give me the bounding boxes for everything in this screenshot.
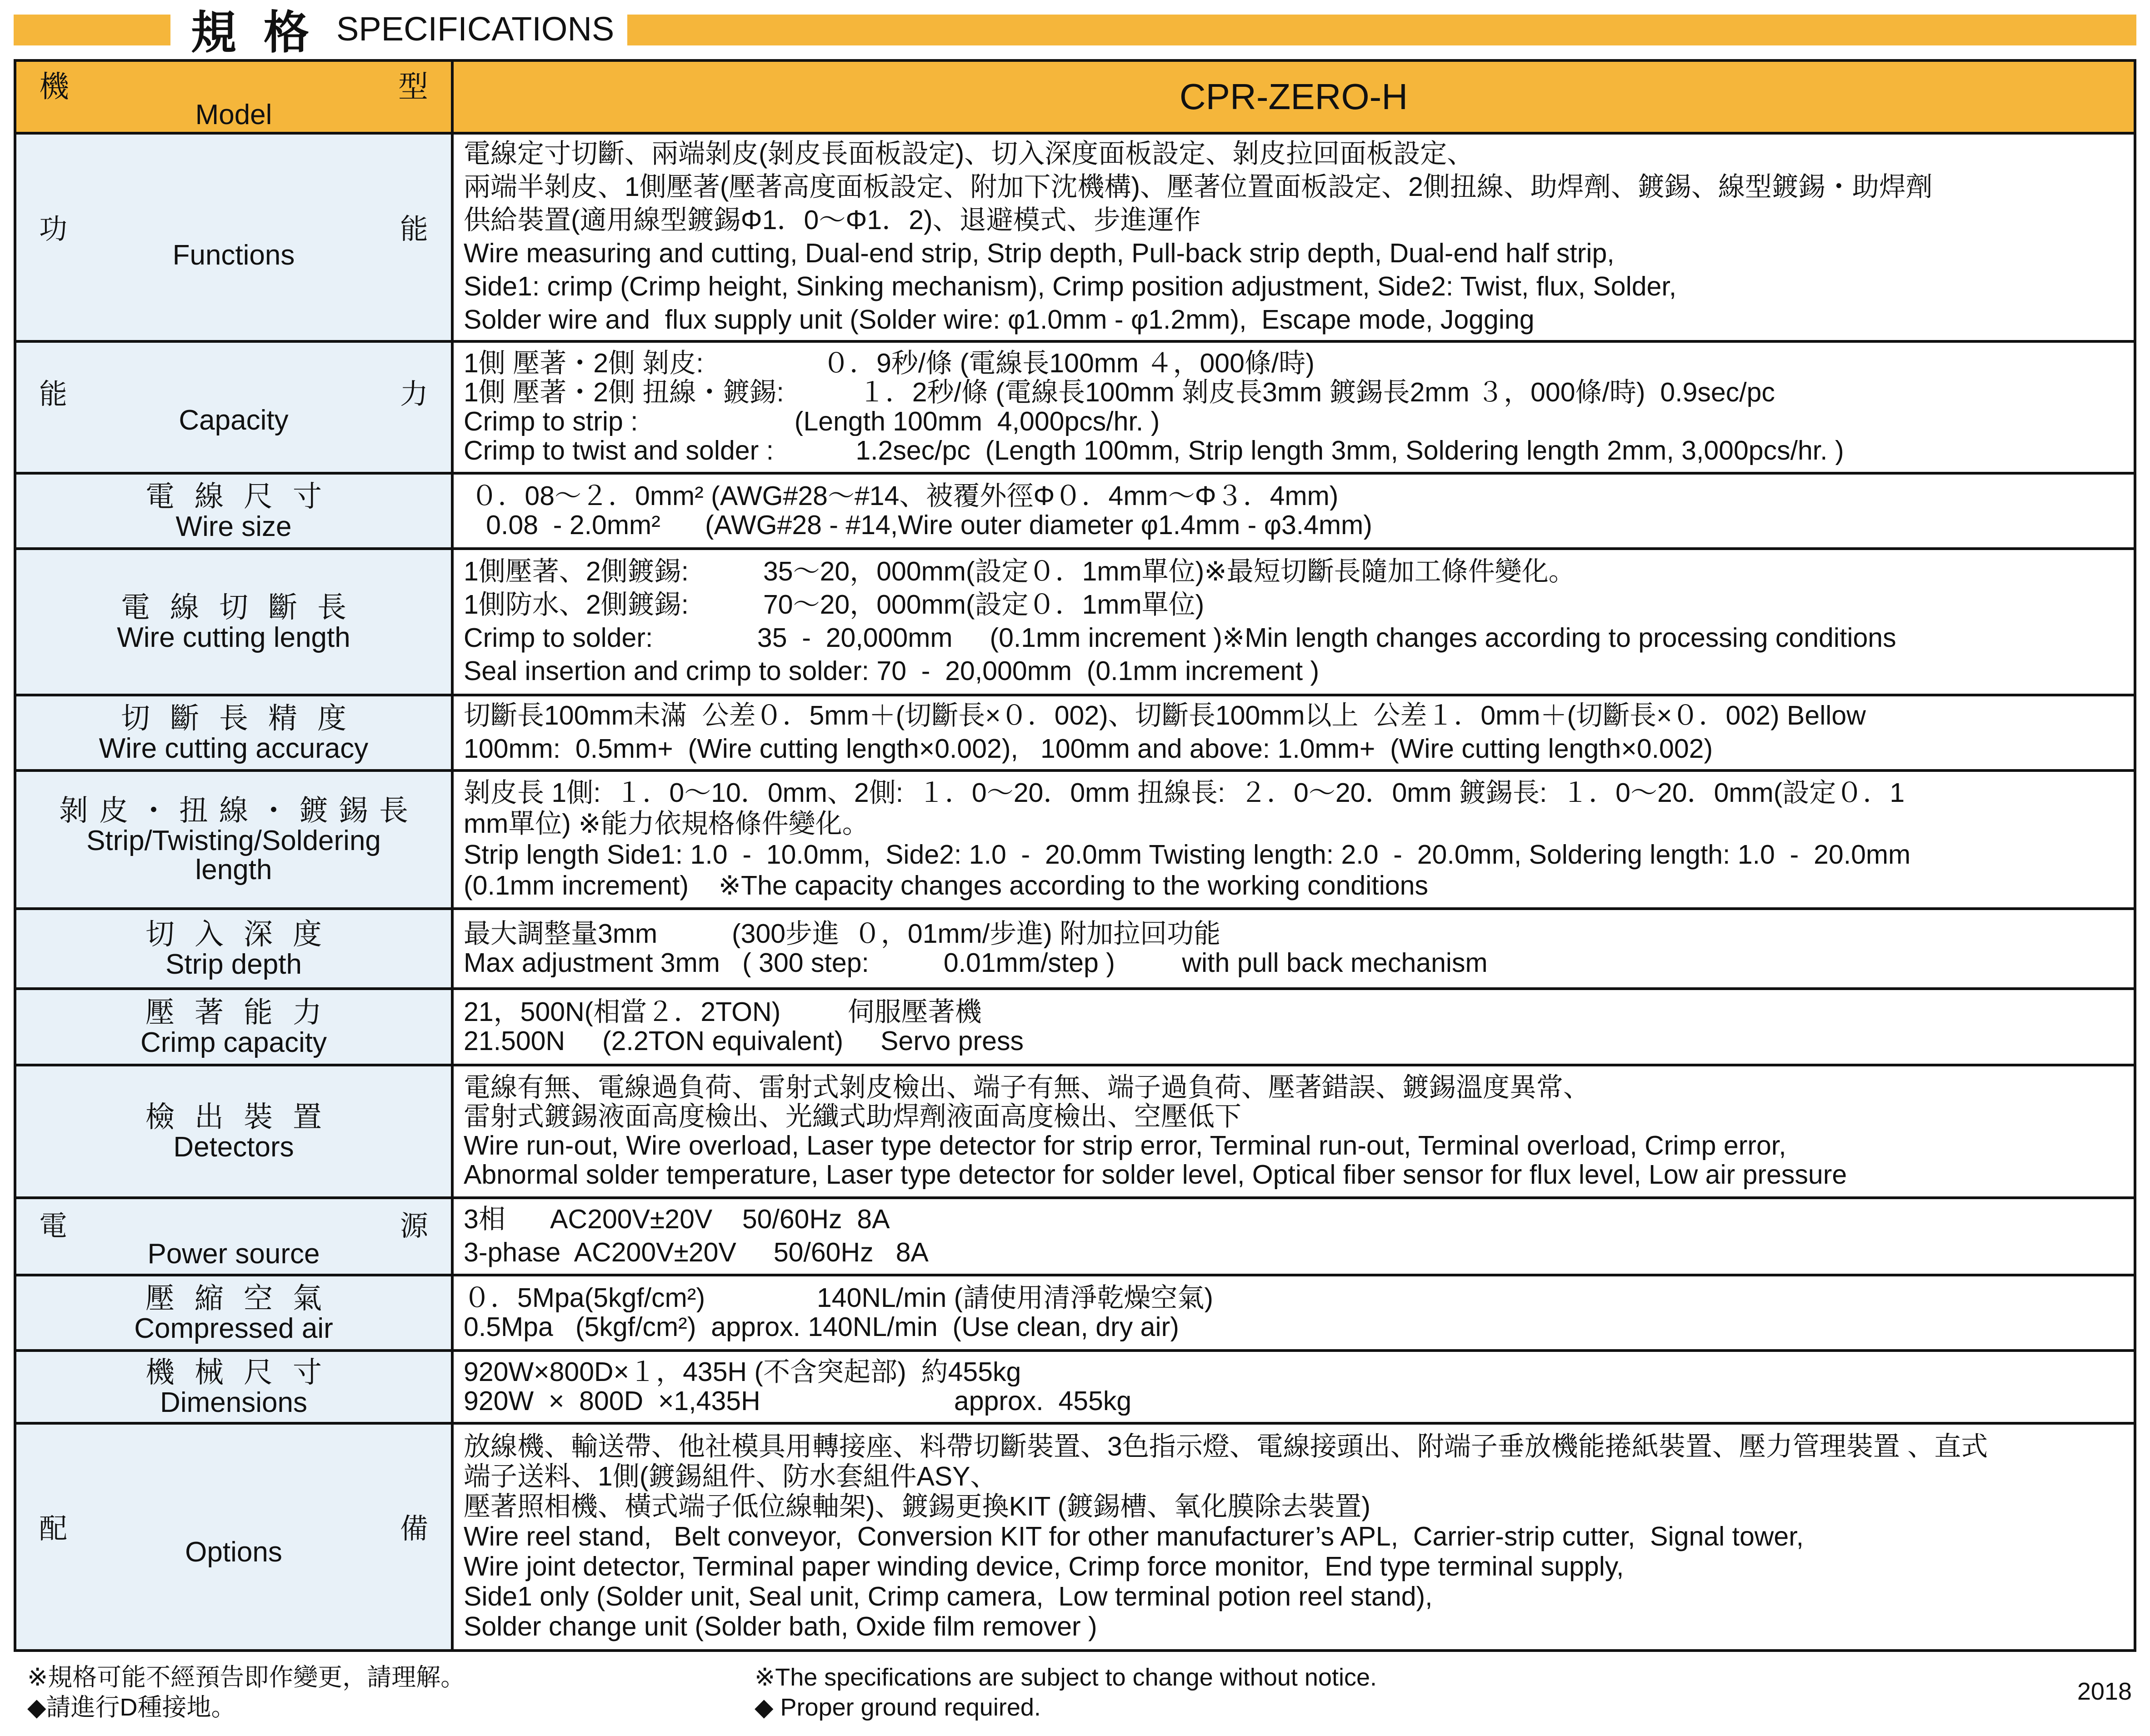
wire-size-label-cjk: 電線尺寸 bbox=[145, 480, 342, 513]
spec-value-strip-twist-solder bbox=[452, 770, 2135, 909]
wire-size-line: ０．08～２．0mm² (AWG#28～#14、被覆外徑Φ０．4mm～Φ３．4mm) bbox=[464, 481, 1339, 510]
spec-label-cutting-length bbox=[15, 549, 452, 695]
compressed-air-label-en: Compressed air bbox=[134, 1313, 333, 1344]
spec-row-cutting-accuracy bbox=[15, 695, 2135, 770]
power-label-en: Power source bbox=[147, 1238, 320, 1270]
spec-row-dimensions bbox=[15, 1351, 2135, 1423]
spec-label-strip-depth bbox=[15, 909, 452, 989]
cutting-accuracy-line: 切斷長100mm未滿 公差０．5mm＋(切斷長×０．002)、切斷長100mm以上 公差１．0mm＋(切斷長×０．002) Bellow bbox=[464, 700, 1866, 730]
footer-cjk-note-1: ※規格可能不經預告即作變更，請理解。 bbox=[27, 1664, 465, 1691]
spec-table bbox=[14, 59, 2136, 1652]
crimp-capacity-label-cjk: 壓著能力 bbox=[145, 996, 342, 1029]
spec-label-detectors bbox=[15, 1065, 452, 1198]
options-line: 壓著照相機、橫式端子低位線軸架)、鍍錫更換KIT (鍍錫槽、氧化膜除去裝置) bbox=[464, 1491, 1371, 1521]
footer-en-note-2: ◆ Proper ground required. bbox=[755, 1694, 1041, 1721]
detectors-label-en: Detectors bbox=[173, 1131, 294, 1163]
compressed-air-line: 0.5Mpa (5kgf/cm²) approx. 140NL/min (Use clean, dry air) bbox=[464, 1312, 1179, 1341]
spec-row-wire-size bbox=[15, 473, 2135, 549]
cutting-length-line: 1側壓著、2側鍍錫: 35～20，000mm(設定０．1mm單位)※最短切斷長隨加工條件變化。 bbox=[464, 556, 1575, 586]
spec-value-cutting-length bbox=[452, 549, 2135, 695]
functions-label-cjk-left: 功 bbox=[39, 214, 68, 245]
functions-line: 兩端半剝皮、1側壓著(壓著高度面板設定、附加下沈機構)、壓著位置面板設定、2側扭線、助焊劑、鍍錫、線型鍍錫・助焊劑 bbox=[464, 172, 1933, 202]
cutting-length-label-cjk: 電線切斷長 bbox=[121, 591, 366, 624]
cutting-length-line: Crimp to solder: 35 - 20,000mm (0.1mm increment )※Min length changes according to processing conditions bbox=[464, 623, 1896, 653]
spec-row-cutting-length bbox=[15, 549, 2135, 695]
spec-label-crimp-capacity bbox=[15, 989, 452, 1065]
spec-label-dimensions bbox=[15, 1351, 452, 1423]
functions-line: Solder wire and flux supply unit (Solder wire: φ1.0mm - φ1.2mm), Escape mode, Jogging bbox=[464, 305, 1535, 335]
model-label-en: Model bbox=[195, 99, 272, 130]
cutting-accuracy-line: 100mm: 0.5mm+ (Wire cutting length×0.002), 100mm and above: 1.0mm+ (Wire cutting length×0.002) bbox=[464, 734, 1713, 764]
spec-value-model: CPR-ZERO-H bbox=[452, 60, 2135, 133]
header-bar-right bbox=[627, 15, 2136, 45]
strip-twist-solder-line: mm單位) ※能力依規格條件變化。 bbox=[464, 809, 869, 839]
spec-row-detectors bbox=[15, 1065, 2135, 1198]
detectors-line: 雷射式鍍錫液面高度檢出、光纖式助焊劑液面高度檢出、空壓低下 bbox=[464, 1102, 1242, 1131]
spec-row-crimp-capacity bbox=[15, 989, 2135, 1065]
spec-value-dimensions bbox=[452, 1351, 2135, 1423]
dimensions-label-cjk: 機械尺寸 bbox=[145, 1356, 342, 1389]
strip-twist-solder-label-en-2: length bbox=[195, 854, 272, 886]
spec-label-power-source bbox=[15, 1198, 452, 1275]
functions-line: Wire measuring and cutting, Dual-end strip, Strip depth, Pull-back strip depth, Dual-end half strip, bbox=[464, 238, 1615, 268]
footer-en-note-1: ※The specifications are subject to change without notice. bbox=[755, 1664, 1377, 1691]
spec-label-capacity bbox=[15, 341, 452, 473]
spec-value-functions bbox=[452, 133, 2135, 341]
strip-twist-solder-label-cjk: 剝皮・扭線・鍍錫長 bbox=[59, 794, 419, 827]
detectors-label-cjk: 檢出裝置 bbox=[145, 1101, 342, 1133]
strip-depth-line: Max adjustment 3mm ( 300 step: 0.01mm/step ) with pull back mechanism bbox=[464, 948, 1488, 977]
capacity-label-cjk-right: 力 bbox=[400, 379, 428, 410]
strip-twist-solder-line: (0.1mm increment) ※The capacity changes according to the working conditions bbox=[464, 871, 1428, 901]
spec-value-crimp-capacity bbox=[452, 989, 2135, 1065]
cutting-accuracy-label-en: Wire cutting accuracy bbox=[99, 733, 369, 764]
detectors-line: Abnormal solder temperature, Laser type detector for solder level, Optical fiber sensor for flux level, Low air pressure bbox=[464, 1160, 1847, 1189]
spec-row-model bbox=[15, 60, 2135, 133]
options-label-cjk-left: 配 bbox=[39, 1513, 68, 1545]
options-line: Solder change unit (Solder bath, Oxide film remover ) bbox=[464, 1611, 1097, 1641]
power-line: 3相 AC200V±20V 50/60Hz 8A bbox=[464, 1204, 890, 1234]
capacity-line: 1側 壓著・2側 剝皮: ０．9秒/條 (電線長100mm ４，000條/時) bbox=[464, 349, 1315, 378]
capacity-label-cjk-left: 能 bbox=[39, 379, 68, 410]
wire-size-line: 0.08 - 2.0mm² (AWG#28 - #14,Wire outer diameter φ1.4mm - φ3.4mm) bbox=[464, 510, 1372, 540]
cutting-length-line: 1側防水、2側鍍錫: 70～20，000mm(設定０．1mm單位) bbox=[464, 590, 1205, 620]
wire-size-label-en: Wire size bbox=[175, 511, 292, 542]
compressed-air-label-cjk: 壓縮空氣 bbox=[145, 1282, 342, 1315]
capacity-line: 1側 壓著・2側 扭線・鍍錫: １．2秒/條 (電線長100mm 剝皮長3mm 鍍錫長2mm ３，000條/時) 0.9sec/pc bbox=[464, 378, 1775, 407]
crimp-capacity-line: 21，500N(相當２．2TON) 伺服壓著機 bbox=[464, 997, 982, 1026]
strip-twist-solder-label-en-1: Strip/Twisting/Soldering bbox=[86, 825, 381, 856]
options-label-cjk-right: 備 bbox=[400, 1513, 428, 1545]
cutting-length-line: Seal insertion and crimp to solder: 70 - 20,000mm (0.1mm increment ) bbox=[464, 656, 1320, 686]
crimp-capacity-label-en: Crimp capacity bbox=[140, 1027, 327, 1058]
functions-label-en: Functions bbox=[172, 240, 295, 271]
strip-twist-solder-line: 剝皮長 1側: １．0～10．0mm、2側: １．0～20．0mm 扭線長: ２．0～20．0mm 鍍錫長: １．0～20．0mm(設定０．1 bbox=[464, 778, 1905, 808]
strip-depth-line: 最大調整量3mm (300步進 ０，01mm/步進) 附加拉回功能 bbox=[464, 919, 1221, 948]
spec-row-strip-depth bbox=[15, 909, 2135, 989]
spec-value-capacity bbox=[452, 341, 2135, 473]
spec-value-options bbox=[452, 1423, 2135, 1651]
spec-label-functions bbox=[15, 133, 452, 341]
strip-depth-label-en: Strip depth bbox=[165, 949, 302, 980]
options-line: Wire joint detector, Terminal paper winding device, Crimp force monitor, End type terminal supply, bbox=[464, 1551, 1624, 1581]
header-bar-left bbox=[14, 15, 170, 45]
strip-twist-solder-line: Strip length Side1: 1.0 - 10.0mm, Side2: 1.0 - 20.0mm Twisting length: 2.0 - 20.0mm, Soldering length: 1.0 - 20.0mm bbox=[464, 840, 1911, 870]
options-line: 端子送料、1側(鍍錫組件、防水套組件ASY、 bbox=[464, 1461, 997, 1491]
capacity-line: Crimp to strip : (Length 100mm 4,000pcs/hr. ) bbox=[464, 407, 1160, 436]
options-line: Side1 only (Solder unit, Seal unit, Crimp camera, Low terminal potion reel stand), bbox=[464, 1581, 1433, 1611]
power-label-cjk-left: 電 bbox=[39, 1211, 68, 1242]
dimensions-label-en: Dimensions bbox=[160, 1387, 307, 1418]
power-line: 3-phase AC200V±20V 50/60Hz 8A bbox=[464, 1237, 929, 1267]
spec-row-power-source bbox=[15, 1198, 2135, 1275]
spec-value-detectors bbox=[452, 1065, 2135, 1198]
spec-value-cutting-accuracy bbox=[452, 695, 2135, 770]
spec-row-capacity bbox=[15, 341, 2135, 473]
dimensions-line: 920W×800D×１，435H (不含突起部) 約455kg bbox=[464, 1357, 1021, 1386]
spec-row-compressed-air bbox=[15, 1275, 2135, 1351]
page-title bbox=[191, 4, 615, 59]
options-line: Wire reel stand, Belt conveyor, Conversion KIT for other manufacturer’s APL, Carrier-strip cutter, Signal tower, bbox=[464, 1521, 1804, 1551]
footer-year: 2018 bbox=[2077, 1678, 2132, 1705]
detectors-line: 電線有無、電線過負荷、雷射式剝皮檢出、端子有無、端子過負荷、壓著錯誤、鍍錫溫度異常、 bbox=[464, 1073, 1590, 1102]
options-line: 放線機、輸送帶、他社模具用轉接座、料帶切斷裝置、3色指示燈、電線接頭出、附端子垂放機能捲紙裝置、壓力管理裝置 、直式 bbox=[464, 1431, 1988, 1461]
power-label-cjk-right: 源 bbox=[400, 1211, 428, 1242]
functions-line: 供給裝置(適用線型鍍錫Φ1．0～Φ1．2)、退避模式、步進運作 bbox=[464, 205, 1201, 235]
page-title-en: SPECIFICATIONS bbox=[336, 10, 615, 48]
spec-value-power-source bbox=[452, 1198, 2135, 1275]
spec-label-model bbox=[15, 60, 452, 133]
page-title-cjk: 規格 bbox=[191, 6, 336, 59]
spec-value-strip-depth bbox=[452, 909, 2135, 989]
spec-label-wire-size bbox=[15, 473, 452, 549]
model-label-cjk-right: 型 bbox=[398, 70, 428, 103]
spec-value-compressed-air bbox=[452, 1275, 2135, 1351]
footer-cjk-note-2: ◆請進行D種接地。 bbox=[27, 1694, 236, 1721]
cutting-accuracy-label-cjk: 切斷長精度 bbox=[121, 702, 366, 735]
options-label-en: Options bbox=[185, 1536, 282, 1568]
model-label-cjk-left: 機 bbox=[39, 70, 69, 103]
spec-label-strip-twist-solder bbox=[15, 770, 452, 909]
detectors-line: Wire run-out, Wire overload, Laser type detector for strip error, Terminal run-out, Terminal overload, Crimp error, bbox=[464, 1131, 1786, 1160]
dimensions-line: 920W × 800D ×1,435H approx. 455kg bbox=[464, 1386, 1132, 1416]
compressed-air-line: ０．5Mpa(5kgf/cm²) 140NL/min (請使用清淨乾燥空氣) bbox=[464, 1283, 1213, 1312]
capacity-label-en: Capacity bbox=[179, 405, 289, 436]
spec-value-wire-size bbox=[452, 473, 2135, 549]
spec-label-options bbox=[15, 1423, 452, 1651]
strip-depth-label-cjk: 切入深度 bbox=[145, 918, 342, 951]
functions-line: Side1: crimp (Crimp height, Sinking mechanism), Crimp position adjustment, Side2: Twist, flux, Solder, bbox=[464, 271, 1677, 301]
spec-label-cutting-accuracy bbox=[15, 695, 452, 770]
crimp-capacity-line: 21.500N (2.2TON equivalent) Servo press bbox=[464, 1026, 1024, 1056]
spec-label-compressed-air bbox=[15, 1275, 452, 1351]
cutting-length-label-en: Wire cutting length bbox=[117, 622, 350, 653]
spec-row-options bbox=[15, 1423, 2135, 1651]
functions-line: 電線定寸切斷、兩端剝皮(剝皮長面板設定)、切入深度面板設定、剝皮拉回面板設定、 bbox=[464, 139, 1474, 169]
functions-label-cjk-right: 能 bbox=[400, 214, 428, 245]
spec-row-functions bbox=[15, 133, 2135, 341]
spec-row-strip-twist-solder bbox=[15, 770, 2135, 909]
capacity-line: Crimp to twist and solder : 1.2sec/pc (Length 100mm, Strip length 3mm, Soldering length 2mm, 3,000pcs/hr. ) bbox=[464, 436, 1844, 465]
